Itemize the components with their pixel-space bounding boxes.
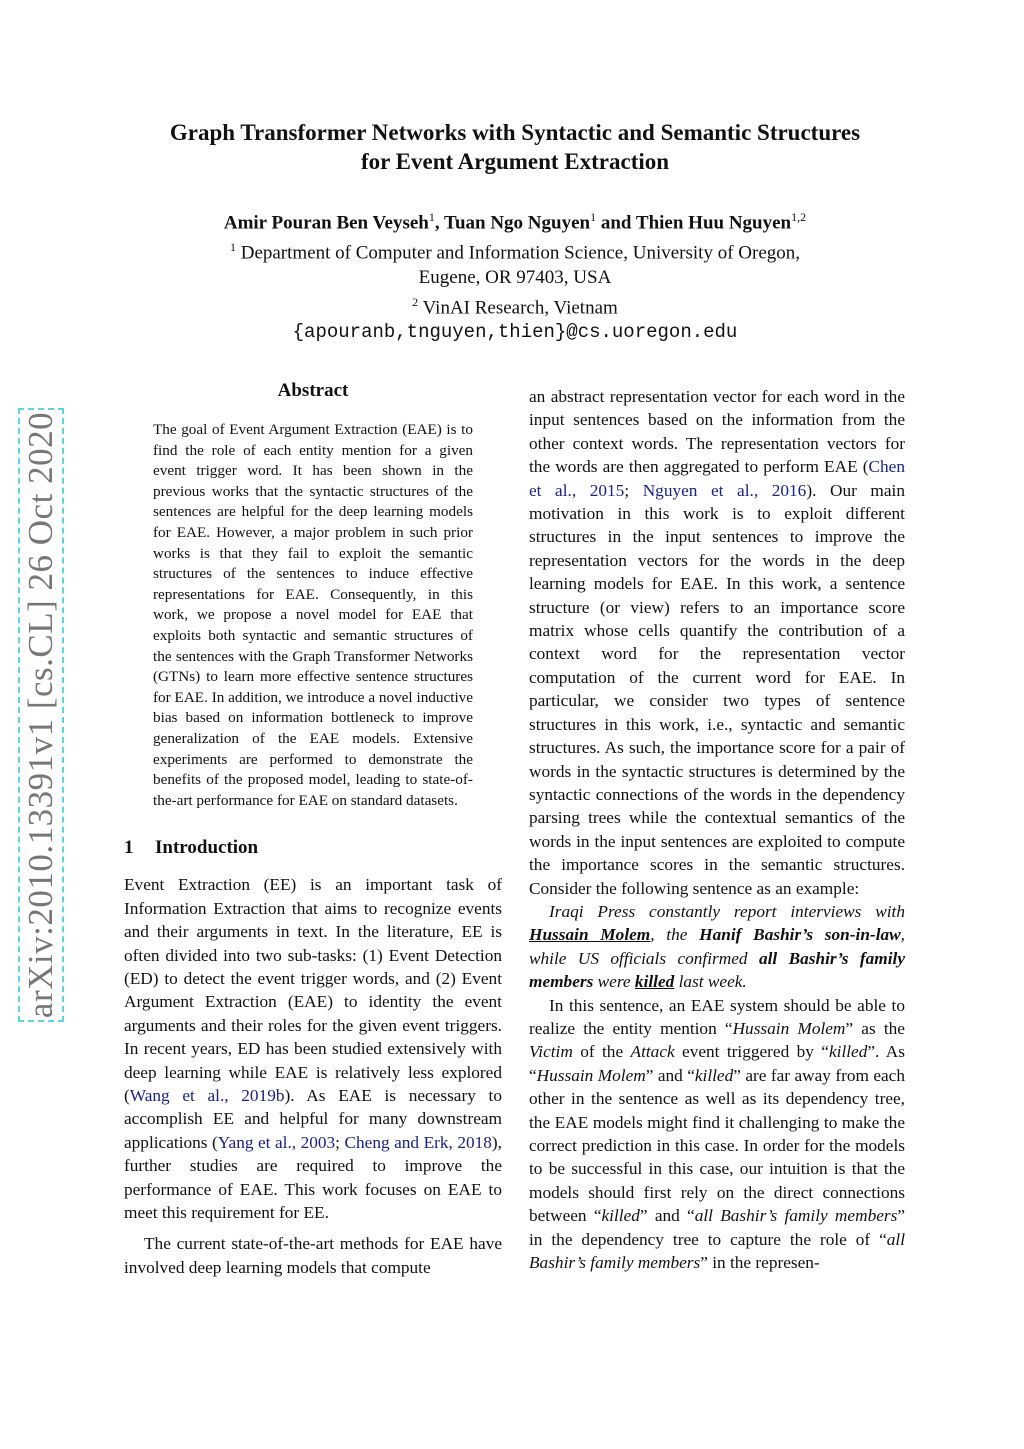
argument-son-in-law: Hanif Bashir’s son-in-law xyxy=(699,925,901,945)
text-run: ” and “ xyxy=(645,1065,695,1085)
text-run: last week. xyxy=(674,972,747,992)
abstract-text: The goal of Event Argument Extraction (EAE) is to find the role of each entity mention for a given event trigger word. It has been shown in the previous works that the syntactic structures of the sentences are helpful for the deep learning models for EAE. However, a major problem in such prior works is that they fail to exploit the semantic structures of the sentences to induce effective representations for EAE. Consequently, in this work, we propose a novel model for EAE that exploits both syntactic and semantic structures of the sentences with the Graph Transformer Networks (GTNs) to learn more effective sentence structures for EAE. In addition, we introduce a novel inductive bias based on information bottleneck to improve generalization of the EAE models. Extensive experiments are performed to demonstrate the benefits of the proposed model, leading to state-of-the-art performance for EAE on standard datasets. xyxy=(153,421,473,809)
italic-term: Hussain Molem xyxy=(536,1065,646,1085)
affiliation-2 xyxy=(100,290,930,320)
italic-term: all Bashir’s family members xyxy=(529,1229,905,1273)
text-run: ” in the represen- xyxy=(700,1253,820,1273)
citation-link[interactable]: Nguyen et al., 2016 xyxy=(642,480,807,500)
affiliation-1-line-2: Eugene, OR 97403, USA xyxy=(418,266,612,288)
text-run: ; xyxy=(624,480,643,500)
intro-paragraph-1 xyxy=(124,873,502,1224)
author-3-affil: 1,2 xyxy=(791,210,807,224)
argument-hussain-molem: Hussain Molem xyxy=(529,925,651,945)
italic-term: Attack xyxy=(630,1042,675,1062)
text-run: ; xyxy=(335,1132,345,1152)
text-run: ”. As “ xyxy=(529,1042,906,1085)
text-run: ” as the xyxy=(845,1018,905,1038)
affiliation-2-text: VinAI Research, Vietnam xyxy=(418,296,618,318)
author-email: {apouranb,tnguyen,thien}@cs.uoregon.edu xyxy=(292,320,738,343)
right-column xyxy=(529,385,905,1274)
author-2-affil: 1 xyxy=(590,210,597,224)
italic-term: killed xyxy=(828,1042,868,1062)
right-paragraph-1 xyxy=(529,385,905,900)
affiliation-2-mark: 2 xyxy=(412,294,419,309)
affiliation-1-line-1: Department of Computer and Information Science, University of Oregon, xyxy=(235,242,801,264)
italic-term: all Bashir’s family members xyxy=(694,1206,898,1226)
text-run: ). Our main motivation in this work is to exploit different structures in the input sentences to improve the representation vectors for the words in the deep learning models for EAE. In this work, a sentence structure (or view) refers to an importance score matrix whose cells quantify the contribution of a context word for the representation vector computation of the current word for EAE. In particular, we consider two types of sentence structures in this work, i.e., syntactic and semantic structures. As such, the importance score for a pair of words in the syntactic structures is determined by the syntactic connections of the words in the dependency parsing trees while the contextual semantics of the words in the input sentences are exploited to compute the importance scores in the semantic structures. Consider the following sentence as an example: xyxy=(529,480,905,898)
section-title: Introduction xyxy=(155,837,259,859)
text-run: , the xyxy=(650,925,700,945)
text-run: were xyxy=(593,972,635,992)
text-run: ), further studies are required to improve the performance of EAE. This work focuses on EAE to meet this requirement for EE. xyxy=(124,1132,502,1222)
example-sentence xyxy=(529,900,905,994)
affiliation-1 xyxy=(100,235,930,265)
author-2: Tuan Ngo Nguyen xyxy=(444,212,591,234)
left-column xyxy=(124,380,502,1279)
italic-term: killed xyxy=(694,1065,734,1085)
italic-term: Hussain Molem xyxy=(732,1018,846,1038)
abstract-heading: Abstract xyxy=(277,380,349,401)
text-run: event triggered by “ xyxy=(674,1042,829,1062)
intro-paragraph-2: The current state-of-the-art methods for EAE have involved deep learning models that compute xyxy=(124,1234,502,1277)
affiliation-1-mark: 1 xyxy=(229,240,236,255)
title-line-1: Graph Transformer Networks with Syntactic and Semantic Structures xyxy=(169,120,861,145)
arxiv-stamp: arXiv:2010.13391v1 [cs.CL] 26 Oct 2020 xyxy=(21,411,60,1019)
author-1: Amir Pouran Ben Veyseh xyxy=(223,212,429,234)
argument-family-members: all Bashir’s family members xyxy=(529,948,905,992)
section-heading-introduction xyxy=(124,837,502,859)
citation-link[interactable]: Cheng and Erk, 2018 xyxy=(344,1132,492,1152)
author-1-affil: 1 xyxy=(428,210,435,224)
author-names xyxy=(100,205,930,235)
text-run: ). As EAE is necessary to accomplish EE and helpful for many downstream applications ( xyxy=(124,1085,502,1152)
text-run: ” in the dependency tree to capture the role of “ xyxy=(529,1206,905,1249)
text-run: Iraqi Press constantly report interviews with xyxy=(549,901,905,921)
citation-link[interactable]: Wang et al., 2019b xyxy=(129,1085,285,1105)
text-run: In this sentence, an EAE system should be able to realize the entity mention “ xyxy=(529,995,905,1038)
text-run: Event Extraction (EE) is an important task of Information Extraction that aims to recognize events and their arguments in text. In the literature, EE is often divided into two sub-tasks: (1) Event Detection (ED) to detect the event trigger words, and (2) Event Argument Extraction (EAE) to identity the event arguments and their roles for the given event triggers. In recent years, ED has been studied extensively with deep learning while EAE is relatively less explored ( xyxy=(124,875,502,1105)
title-line-2: for Event Argument Extraction xyxy=(360,149,670,174)
text-run: ” and “ xyxy=(639,1206,695,1226)
italic-term: killed xyxy=(601,1206,640,1226)
text-run: ” are far away from each other in the sentence as well as its dependency tree, the EAE models might find it challenging to make the correct prediction in this case. In order for the models to be successful in this case, our intuition is that the models should first rely on the direct connections between “ xyxy=(529,1065,905,1226)
author-separator: , xyxy=(434,212,445,234)
author-separator: and xyxy=(596,212,636,234)
author-3: Thien Huu Nguyen xyxy=(635,212,792,234)
paper-title xyxy=(100,118,930,176)
text-run: of the xyxy=(572,1042,631,1062)
text-run: an abstract representation vector for each word in the input sentences based on the information from the other context words. The representation vectors for the words are then aggregated to perform EAE ( xyxy=(529,387,905,477)
text-run: , while US officials confirmed xyxy=(529,925,905,968)
right-paragraph-2 xyxy=(529,994,905,1275)
arxiv-stamp-box xyxy=(18,408,64,1022)
italic-term: Victim xyxy=(529,1042,573,1062)
author-block xyxy=(100,205,930,344)
citation-link[interactable]: Chen et al., 2015 xyxy=(529,457,905,500)
trigger-killed: killed xyxy=(634,972,675,992)
section-number: 1 xyxy=(124,837,134,859)
citation-link[interactable]: Yang et al., 2003 xyxy=(217,1132,336,1152)
